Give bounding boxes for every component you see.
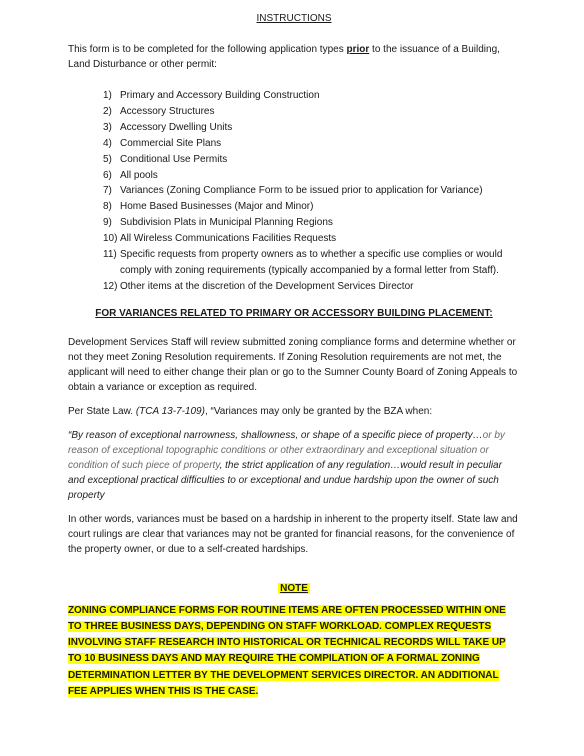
variances-heading: FOR VARIANCES RELATED TO PRIMARY OR ACCESSORY BUILDING PLACEMENT:	[95, 307, 493, 319]
list-item	[103, 104, 520, 120]
list-item-number: 4)	[103, 137, 112, 149]
state-law-suffix: , “Variances may only be granted by the BZA when:	[204, 405, 433, 417]
list-item-number: 2)	[103, 105, 112, 117]
variances-paragraph: Development Services Staff will review submitted zoning compliance forms and determine whether or not they meet Zoning Resolution requirements. If Zoning Resolution requirements are not met, the applicant will need to either change their plan or go to the Sumner County Board of Zoning Appeals to obtain a variance or exception as required.	[68, 336, 518, 393]
list-item-text: Accessory Dwelling Units	[120, 121, 233, 133]
list-item-number: 8)	[103, 201, 112, 213]
other-words-paragraph: In other words, variances must be based on a hardship in inherent to the property itself. State law and court rulings are clear that variances may not be granted for financial reasons, for the convenience of the property owner, or due to a self-created hardships.	[68, 513, 518, 555]
list-item-text: Conditional Use Permits	[120, 153, 228, 165]
quote-part-3: , the strict application of any regulation…would result in peculiar and exceptional practical difficulties to or exceptional and undue hardship upon the owner of such property	[68, 459, 502, 501]
list-item-text: Primary and Accessory Building Construction	[120, 90, 320, 101]
list-item-number: 6)	[103, 169, 112, 181]
list-item-text: Other items at the discretion of the Development Services Director	[120, 280, 414, 292]
note-paragraph	[68, 603, 520, 700]
list-item-text: All Wireless Communications Facilities Requests	[120, 233, 337, 245]
list-item-text: Commercial Site Plans	[120, 137, 222, 149]
state-law-prefix: Per State Law.	[68, 405, 136, 417]
list-item-text: All pools	[120, 169, 158, 181]
list-item	[103, 88, 520, 104]
quote-part-1: “By reason of exceptional narrowness, shallowness, or shape of a specific piece of property…	[68, 429, 483, 441]
list-item	[103, 199, 520, 215]
state-law-line	[68, 404, 520, 419]
list-item	[103, 215, 520, 231]
list-item-text: Subdivision Plats in Municipal Planning Regions	[120, 217, 333, 229]
bza-quote	[68, 428, 520, 503]
list-item	[103, 279, 520, 295]
list-item	[103, 183, 520, 199]
page-title: INSTRUCTIONS	[256, 13, 332, 24]
list-item-text: Home Based Businesses (Major and Minor)	[120, 201, 314, 213]
intro-emphasis: prior	[346, 44, 370, 55]
note-text: ZONING COMPLIANCE FORMS FOR ROUTINE ITEMS ARE OFTEN PROCESSED WITHIN ONE TO THREE BUSINESS DAYS, DEPENDING ON STAFF WORKLOAD. COMPLEX REQUESTS INVOLVING STAFF RESEARCH INTO HISTORICAL OR TECHNICAL RECORDS WILL TAKE UP TO 10 BUSINESS DAYS AND MAY REQUIRE THE COMPILATION OF A FORMAL ZONING DETERMINATION LETTER BY THE DEVELOPMENT SERVICES DIRECTOR. AN ADDITIONAL FEE APPLIES WHEN THIS IS THE CASE.	[68, 604, 506, 697]
note-heading	[68, 581, 520, 596]
list-item-text: Variances (Zoning Compliance Form to be issued prior to application for Variance)	[120, 185, 483, 197]
state-law-citation: (TCA 13-7-109)	[135, 405, 205, 417]
intro-text-end: to the issuance of a Building, Land Disturbance or other permit:	[68, 44, 500, 70]
list-item-number: 3)	[103, 121, 112, 133]
list-item-number: 11)	[103, 249, 117, 261]
quote-part-2: or by reason of exceptional topographic conditions or other extraordinary and exceptional situation or condition of such piece of property	[68, 429, 505, 471]
list-item-number: 7)	[103, 185, 112, 197]
list-item	[103, 136, 520, 152]
note-heading-text: NOTE	[280, 582, 308, 594]
list-item-text: Specific requests from property owners as to whether a specific use complies or would comply with zoning requirements (typically accompanied by a formal letter from Staff).	[120, 249, 503, 276]
list-item	[103, 152, 520, 168]
list-item-number: 12)	[103, 280, 118, 292]
list-item-number: 5)	[103, 153, 112, 165]
list-item-number: 9)	[103, 217, 112, 229]
intro-text-start: This form is to be completed for the following application types	[68, 44, 347, 55]
list-item	[103, 120, 520, 136]
intro-paragraph	[68, 42, 520, 72]
list-item	[103, 247, 520, 279]
list-item-text: Accessory Structures	[120, 105, 215, 117]
list-item-number: 10)	[103, 233, 118, 245]
application-types-list	[68, 88, 520, 295]
list-item	[103, 231, 520, 247]
list-item-number: 1)	[103, 90, 112, 101]
list-item	[103, 168, 520, 184]
